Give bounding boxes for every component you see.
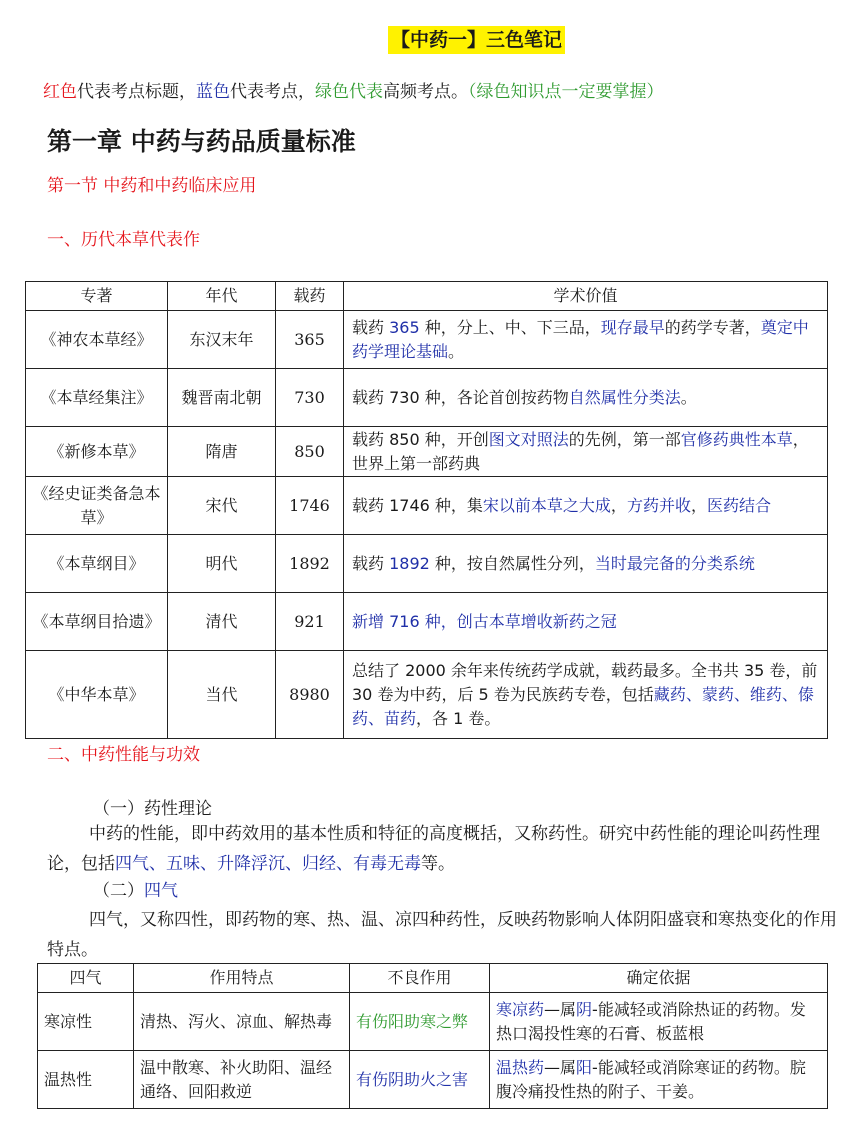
table-row: [26, 369, 828, 427]
era-cell: 明代: [168, 535, 276, 593]
table-row: [26, 651, 828, 739]
basis-cell: [490, 993, 828, 1051]
text-run: 方药并收: [626, 495, 691, 515]
text-run: 奠定中药学理论基础: [352, 317, 809, 361]
book-title-cell: 《新修本草》: [26, 427, 168, 477]
text-run: 图文对照法: [488, 429, 569, 449]
text-run: 温中散寒、补火助阳、温经通络、回阳救逆: [140, 1057, 333, 1101]
text-run: 温热药: [496, 1057, 545, 1077]
subheading-term: 四气: [144, 881, 178, 901]
heading-history: 一、历代本草代表作: [47, 230, 200, 250]
effect-cell: [134, 1051, 350, 1109]
header-basis: 确定依据: [490, 964, 828, 993]
header-era: 年代: [168, 282, 276, 311]
color-legend: [43, 77, 664, 102]
text-run: 等。: [421, 854, 455, 874]
text-run: 寒凉药: [496, 999, 545, 1019]
era-cell: 宋代: [168, 477, 276, 535]
chapter-heading: 第一章 中药与药品质量标准: [47, 127, 356, 156]
text-run: 医药结合: [706, 495, 771, 515]
text-run: 载药: [352, 317, 390, 337]
count-cell: 365: [276, 311, 344, 369]
text-run: 种，分上、中、下三品，: [419, 317, 601, 337]
value-cell: [344, 311, 828, 369]
text-run: 阳: [576, 1057, 593, 1077]
subheading-prefix: （二）: [93, 881, 144, 901]
paragraph-theory: [47, 819, 837, 879]
value-cell: [344, 535, 828, 593]
value-cell: [344, 427, 828, 477]
table-header-row: [38, 964, 828, 993]
text-run: ，: [690, 495, 707, 515]
header-qi: 四气: [38, 964, 134, 993]
text-run: 1892: [389, 553, 430, 573]
header-book: 专著: [26, 282, 168, 311]
text-run: —属: [544, 1057, 577, 1077]
table-header-row: [26, 282, 828, 311]
effect-cell: [134, 993, 350, 1051]
table-row: [26, 311, 828, 369]
text-run: 宋以前本草之大成: [482, 495, 611, 515]
value-cell: [344, 651, 828, 739]
header-effect: 作用特点: [134, 964, 350, 993]
basis-cell: [490, 1051, 828, 1109]
value-cell: [344, 593, 828, 651]
qi-name-cell: 温热性: [38, 1051, 134, 1109]
section-heading: 第一节 中药和中药临床应用: [47, 176, 257, 196]
subheading-four-qi: [93, 876, 178, 901]
era-cell: 东汉末年: [168, 311, 276, 369]
text-run: 365: [389, 317, 420, 337]
table-row: [26, 477, 828, 535]
legend-blue: 蓝色: [196, 82, 230, 102]
text-run: 的先例，第一部: [568, 429, 681, 449]
materia-medica-table: [25, 281, 828, 739]
text-run: 四气、五味、升降浮沉、归经、有毒无毒: [115, 854, 421, 874]
table-row: [26, 427, 828, 477]
book-title-cell: 《本草经集注》: [26, 369, 168, 427]
text-run: 中药的性能，即中药效用的基本性质和特征的高度概括，又称药性。研究中药性能的理论叫药性理论，包括: [47, 824, 820, 874]
text-run: —属: [544, 999, 577, 1019]
paragraph-four-qi: 四气，又称四性，即药物的寒、热、温、凉四种药性，反映药物影响人体阴阳盛衰和寒热变化的作用特点。: [47, 910, 837, 960]
header-count: 载药: [276, 282, 344, 311]
text-run: 载药 730 种，各论首创按药物: [352, 387, 569, 407]
legend-red: 红色: [43, 82, 77, 102]
text-run: 载药 850 种，开创: [352, 429, 489, 449]
text-run: 清热、泻火、凉血、解热毒: [140, 1011, 333, 1031]
count-cell: 1892: [276, 535, 344, 593]
text-run: 现存最早: [600, 317, 665, 337]
table-row: [26, 535, 828, 593]
book-title-cell: 《神农本草经》: [26, 311, 168, 369]
legend-text-3: 高频考点。: [383, 82, 468, 102]
era-cell: 当代: [168, 651, 276, 739]
value-cell: [344, 477, 828, 535]
text-run: 。: [448, 341, 465, 361]
four-qi-table: [37, 963, 828, 1109]
qi-name-cell: 寒凉性: [38, 993, 134, 1051]
count-cell: 850: [276, 427, 344, 477]
text-run: 载药 1746 种，集: [352, 495, 483, 515]
text-run: 新增 716 种，创古本草增收新药之冠: [352, 611, 617, 631]
text-run: 藏药、蒙药、维药、傣药、苗药: [352, 684, 814, 728]
text-run: -能减轻或消除寒证的药物。脘腹冷痛投性热的附子、干姜。: [496, 1057, 806, 1101]
book-title-cell: 《中华本草》: [26, 651, 168, 739]
value-cell: [344, 369, 828, 427]
text-run: 的药学专著，: [664, 317, 761, 337]
table-row: [38, 1051, 828, 1109]
text-run: 当时最完备的分类系统: [594, 553, 755, 573]
heading-properties: 二、中药性能与功效: [47, 745, 200, 765]
legend-text-1: 代表考点标题，: [77, 82, 196, 102]
text-run: 载药: [352, 553, 390, 573]
era-cell: 魏晋南北朝: [168, 369, 276, 427]
era-cell: 清代: [168, 593, 276, 651]
count-cell: 921: [276, 593, 344, 651]
text-run: 。: [680, 387, 697, 407]
text-run: ，各 1 卷。: [416, 708, 501, 728]
count-cell: 1746: [276, 477, 344, 535]
adverse-cell: [350, 993, 490, 1051]
text-run: 阴: [576, 999, 593, 1019]
text-run: ，世界上第一部药典: [352, 429, 809, 473]
count-cell: 730: [276, 369, 344, 427]
book-title-cell: 《本草纲目拾遗》: [26, 593, 168, 651]
table-row: [26, 593, 828, 651]
subheading-theory: （一）药性理论: [93, 799, 212, 819]
text-run: 自然属性分类法: [568, 387, 681, 407]
book-title-cell: 《经史证类备急本草》: [26, 477, 168, 535]
text-run: 总结了 2000 余年来传统药学成就，载药最多。全书共 35 卷，前 30 卷为中药，后 5 卷为民族药专卷，包括: [352, 660, 818, 704]
text-run: ，: [610, 495, 627, 515]
count-cell: 8980: [276, 651, 344, 739]
adverse-cell: [350, 1051, 490, 1109]
legend-note: （绿色知识点一定要掌握）: [468, 82, 664, 102]
text-run: 官修药典性本草: [680, 429, 793, 449]
text-run: -能减轻或消除热证的药物。发热口渴投性寒的石膏、板蓝根: [496, 999, 806, 1043]
legend-text-2: 代表考点，: [230, 82, 315, 102]
text-run: 有伤阳助寒之弊: [356, 1011, 469, 1031]
page-title: 【中药一】三色笔记: [388, 26, 565, 54]
header-value: 学术价值: [344, 282, 828, 311]
text-run: 有伤阴助火之害: [356, 1069, 469, 1089]
era-cell: 隋唐: [168, 427, 276, 477]
book-title-cell: 《本草纲目》: [26, 535, 168, 593]
legend-green: 绿色代表: [315, 82, 383, 102]
text-run: 种，按自然属性分列，: [429, 553, 595, 573]
header-adverse: 不良作用: [350, 964, 490, 993]
table-row: [38, 993, 828, 1051]
